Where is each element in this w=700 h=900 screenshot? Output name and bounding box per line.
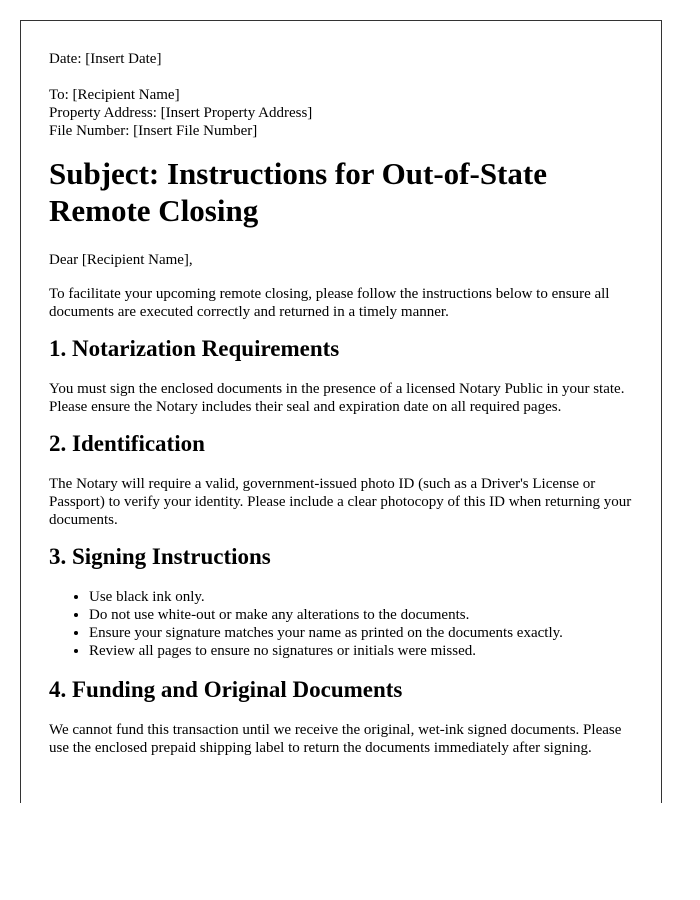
section-heading: 4. Funding and Original Documents — [49, 677, 403, 702]
section-body: We cannot fund this transaction until we receive the original, wet-ink signed documents. Please use the enclosed prepaid shipping label to return the documents immediately after signing. — [49, 722, 622, 756]
section-heading: 2. Identification — [49, 431, 205, 456]
letter-page — [20, 20, 662, 803]
greeting: Dear [Recipient Name], — [49, 252, 193, 268]
section-heading: 3. Signing Instructions — [49, 544, 271, 569]
file-number-line: File Number: [Insert File Number] — [49, 123, 258, 139]
list-item: • Do not use white-out or make any alterations to the documents. — [89, 606, 633, 624]
section-heading: 1. Notarization Requirements — [49, 336, 340, 361]
section-body: The Notary will require a valid, government-issued photo ID (such as a Driver's License or Passport) to verify your identity. Please include a clear photocopy of this ID when returning your documents. — [49, 476, 632, 528]
recipient-block — [49, 86, 633, 140]
list-item: • Use black ink only. — [89, 588, 633, 606]
intro-paragraph: To facilitate your upcoming remote closing, please follow the instructions below to ensure all documents are executed correctly and returned in a timely manner. — [49, 286, 610, 320]
section-funding — [49, 676, 633, 757]
date-line: Date: [Insert Date] — [49, 51, 162, 67]
subject-title: Subject: Instructions for Out-of-State Remote Closing — [49, 156, 547, 228]
letter-content — [21, 21, 661, 757]
section-notarization — [49, 335, 633, 416]
section-body: You must sign the enclosed documents in the presence of a licensed Notary Public in your state. Please ensure the Notary includes their seal and expiration date on all required pages. — [49, 381, 625, 415]
list-item: • Review all pages to ensure no signatures or initials were missed. — [89, 642, 633, 660]
property-address-line: Property Address: [Insert Property Address] — [49, 105, 313, 121]
signing-instructions-list — [49, 588, 633, 660]
section-identification — [49, 430, 633, 529]
to-line: To: [Recipient Name] — [49, 87, 180, 103]
section-signing-instructions — [49, 543, 633, 660]
list-item: • Ensure your signature matches your name as printed on the documents exactly. — [89, 624, 633, 642]
